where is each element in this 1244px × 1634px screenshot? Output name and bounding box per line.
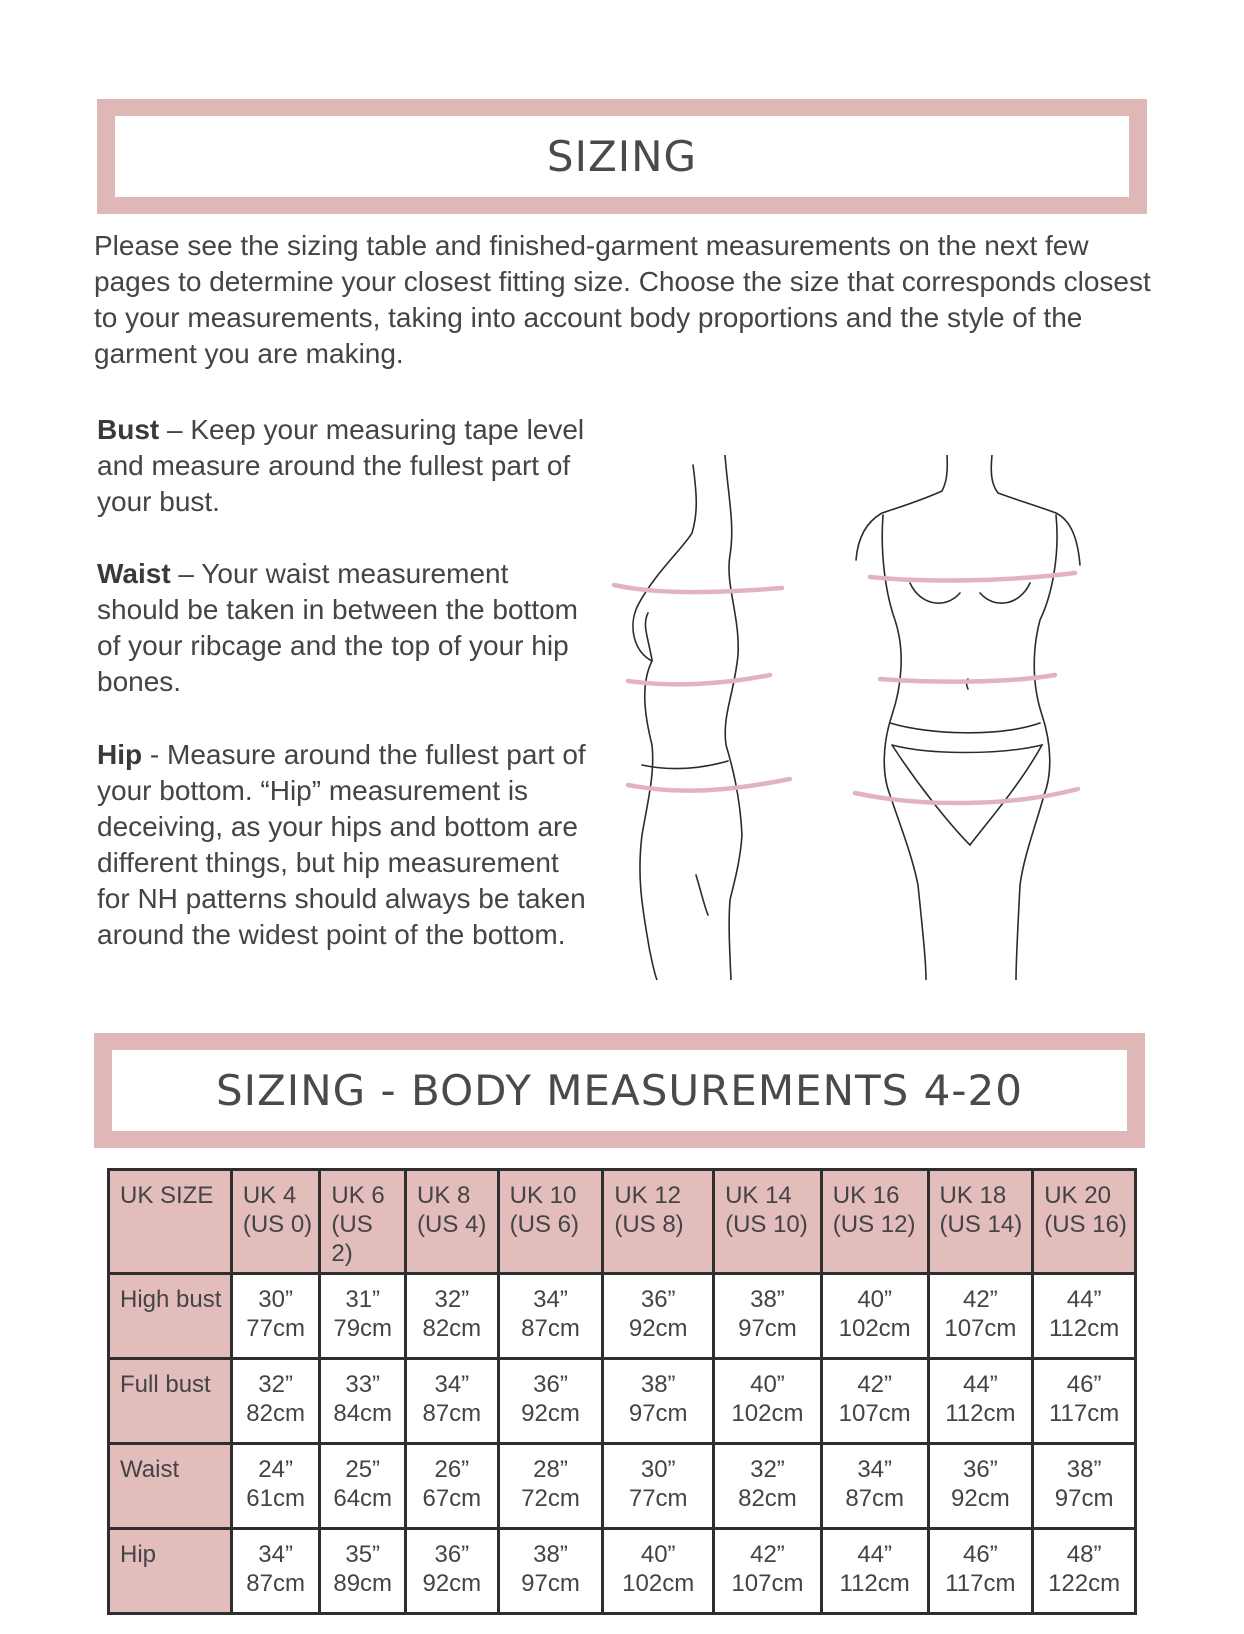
measurement-cell — [714, 1444, 822, 1529]
inch-value: 32” — [750, 1456, 785, 1483]
measurement-cell — [320, 1359, 406, 1444]
inch-value: 25” — [345, 1456, 381, 1483]
inch-value: 46” — [963, 1541, 998, 1568]
cm-value: 79cm — [333, 1315, 393, 1342]
hip-term: Hip — [97, 739, 143, 770]
inch-value: 48” — [1066, 1541, 1102, 1568]
cm-value: 112cm — [839, 1570, 910, 1597]
measurement-cell — [603, 1444, 714, 1529]
inch-value: 30” — [640, 1456, 676, 1483]
inch-value: 42” — [857, 1371, 892, 1398]
side-figure — [633, 455, 742, 980]
inch-value: 42” — [750, 1541, 785, 1568]
cm-value: 82cm — [246, 1400, 305, 1427]
bust-term: Bust — [97, 414, 160, 445]
inch-value: 34” — [434, 1371, 470, 1398]
measurement-cell — [320, 1529, 406, 1614]
cm-value: 112cm — [1048, 1315, 1120, 1342]
waist-term: Waist — [97, 558, 171, 589]
corner-header: UK SIZE — [109, 1170, 232, 1274]
measurement-cell — [231, 1359, 320, 1444]
inch-value: 36” — [640, 1286, 676, 1313]
measurement-cell — [231, 1274, 320, 1359]
measurement-cell — [603, 1274, 714, 1359]
cm-value: 97cm — [1054, 1485, 1114, 1512]
measurement-cell — [231, 1529, 320, 1614]
inch-value: 36” — [963, 1456, 998, 1483]
size-header: UK 18 (US 14) — [928, 1170, 1033, 1274]
intro-paragraph: Please see the sizing table and finished-garment measurements on the next few pages to determine your closest fitting size. Choose the size that corresponds closest to your measurements, taking into account body proportions and the style of the garment you are making. — [94, 230, 1151, 369]
measurement-cell — [603, 1529, 714, 1614]
table-row — [109, 1359, 1136, 1444]
size-header: UK 12 (US 8) — [603, 1170, 714, 1274]
inch-value: 35” — [345, 1541, 381, 1568]
measurement-cell — [1033, 1359, 1136, 1444]
cm-value: 82cm — [422, 1315, 482, 1342]
size-header: UK 6 (US 2) — [320, 1170, 406, 1274]
inch-value: 40” — [640, 1541, 676, 1568]
measurement-cell — [498, 1444, 603, 1529]
inch-value: 42” — [963, 1286, 998, 1313]
cm-value: 117cm — [1048, 1400, 1120, 1427]
cm-value: 87cm — [845, 1485, 904, 1512]
body-figures-illustration — [600, 455, 1160, 980]
cm-value: 64cm — [333, 1485, 393, 1512]
inch-value: 38” — [1066, 1456, 1102, 1483]
sizing-banner-inner — [115, 116, 1129, 197]
size-header: UK 20 (US 16) — [1033, 1170, 1136, 1274]
table-row — [109, 1444, 1136, 1529]
measurement-cell — [406, 1529, 499, 1614]
cm-value: 97cm — [738, 1315, 797, 1342]
measurement-cell — [1033, 1529, 1136, 1614]
inch-value: 44” — [963, 1371, 998, 1398]
cm-value: 89cm — [333, 1570, 393, 1597]
measurement-cell — [320, 1274, 406, 1359]
bust-text: – Keep your measuring tape level and measure around the fullest part of your bust. — [97, 414, 585, 517]
measurement-cell — [714, 1274, 822, 1359]
inch-value: 34” — [857, 1456, 892, 1483]
inch-value: 44” — [1066, 1286, 1102, 1313]
inch-value: 34” — [258, 1541, 293, 1568]
cm-value: 92cm — [422, 1570, 482, 1597]
side-tape-lines — [614, 585, 790, 791]
table-row — [109, 1529, 1136, 1614]
cm-value: 97cm — [628, 1400, 688, 1427]
inch-value: 28” — [533, 1456, 568, 1483]
cm-value: 92cm — [951, 1485, 1010, 1512]
cm-value: 122cm — [1048, 1570, 1121, 1597]
size-table-body — [109, 1274, 1136, 1614]
inch-value: 36” — [434, 1541, 470, 1568]
measurement-cell — [406, 1274, 499, 1359]
inch-value: 38” — [750, 1286, 785, 1313]
inch-value: 44” — [857, 1541, 892, 1568]
inch-value: 36” — [533, 1371, 568, 1398]
cm-value: 92cm — [521, 1400, 580, 1427]
measurement-cell — [406, 1359, 499, 1444]
size-header: UK 10 (US 6) — [498, 1170, 603, 1274]
cm-value: 107cm — [731, 1570, 804, 1597]
cm-value: 92cm — [628, 1315, 688, 1342]
table-row — [109, 1274, 1136, 1359]
cm-value: 102cm — [622, 1570, 695, 1597]
cm-value: 77cm — [628, 1485, 688, 1512]
cm-value: 87cm — [422, 1400, 482, 1427]
measurement-cell — [821, 1529, 928, 1614]
size-header: UK 4 (US 0) — [231, 1170, 320, 1274]
inch-value: 24” — [258, 1456, 293, 1483]
cm-value: 117cm — [945, 1570, 1016, 1597]
bust-definition — [97, 412, 587, 520]
inch-value: 40” — [857, 1286, 892, 1313]
section-title: SIZING - BODY MEASUREMENTS 4-20 — [215, 1066, 1023, 1115]
measurement-cell — [498, 1359, 603, 1444]
measurement-cell — [714, 1359, 822, 1444]
page-title: SIZING — [546, 132, 698, 181]
measurement-cell — [498, 1274, 603, 1359]
inch-value: 32” — [258, 1371, 293, 1398]
cm-value: 107cm — [838, 1400, 911, 1427]
row-label: Full bust — [109, 1359, 232, 1444]
hip-definition — [97, 737, 587, 953]
inch-value: 31” — [345, 1286, 381, 1313]
inch-value: 33” — [345, 1371, 381, 1398]
measurement-cell — [821, 1274, 928, 1359]
body-measurements-banner-inner — [112, 1050, 1127, 1131]
cm-value: 107cm — [944, 1315, 1017, 1342]
inch-value: 46” — [1066, 1371, 1102, 1398]
size-table — [107, 1168, 1137, 1615]
cm-value: 72cm — [521, 1485, 580, 1512]
measurement-cell — [1033, 1274, 1136, 1359]
measurement-cell — [406, 1444, 499, 1529]
row-label: High bust — [109, 1274, 232, 1359]
waist-text: – Your waist measurement should be taken in between the bottom of your ribcage and the top of your hip bones. — [97, 558, 579, 697]
cm-value: 67cm — [422, 1485, 482, 1512]
inch-value: 34” — [533, 1286, 568, 1313]
cm-value: 82cm — [738, 1485, 797, 1512]
measurement-cell — [714, 1529, 822, 1614]
measurement-cell — [1033, 1444, 1136, 1529]
inch-value: 32” — [434, 1286, 470, 1313]
row-label: Waist — [109, 1444, 232, 1529]
size-header: UK 8 (US 4) — [406, 1170, 499, 1274]
body-measurements-banner — [94, 1033, 1145, 1148]
measurement-cell — [320, 1444, 406, 1529]
size-header: UK 14 (US 10) — [714, 1170, 822, 1274]
measurement-cell — [821, 1444, 928, 1529]
measurement-cell — [928, 1529, 1033, 1614]
cm-value: 102cm — [838, 1315, 911, 1342]
cm-value: 87cm — [521, 1315, 580, 1342]
inch-value: 38” — [640, 1371, 676, 1398]
cm-value: 102cm — [731, 1400, 804, 1427]
measurement-cell — [498, 1529, 603, 1614]
size-header-row — [109, 1170, 1136, 1274]
cm-value: 61cm — [246, 1485, 305, 1512]
inch-value: 26” — [434, 1456, 470, 1483]
measurement-cell — [928, 1359, 1033, 1444]
measurement-cell — [603, 1359, 714, 1444]
cm-value: 77cm — [246, 1315, 305, 1342]
inch-value: 40” — [750, 1371, 785, 1398]
cm-value: 87cm — [246, 1570, 305, 1597]
cm-value: 112cm — [945, 1400, 1016, 1427]
inch-value: 38” — [533, 1541, 568, 1568]
measurement-cell — [821, 1359, 928, 1444]
front-figure — [856, 455, 1080, 980]
measurement-cell — [928, 1274, 1033, 1359]
measurement-cell — [231, 1444, 320, 1529]
row-label: Hip — [109, 1529, 232, 1614]
sizing-banner — [97, 99, 1147, 214]
size-header: UK 16 (US 12) — [821, 1170, 928, 1274]
measurement-cell — [928, 1444, 1033, 1529]
cm-value: 97cm — [521, 1570, 580, 1597]
inch-value: 30” — [258, 1286, 293, 1313]
hip-text: - Measure around the fullest part of your bottom. “Hip” measurement is deceiving, as your hips and bottom are different things, but hip measurement for NH patterns should always be taken around the widest point of the bottom. — [97, 739, 586, 950]
waist-definition — [97, 556, 587, 700]
cm-value: 84cm — [333, 1400, 393, 1427]
